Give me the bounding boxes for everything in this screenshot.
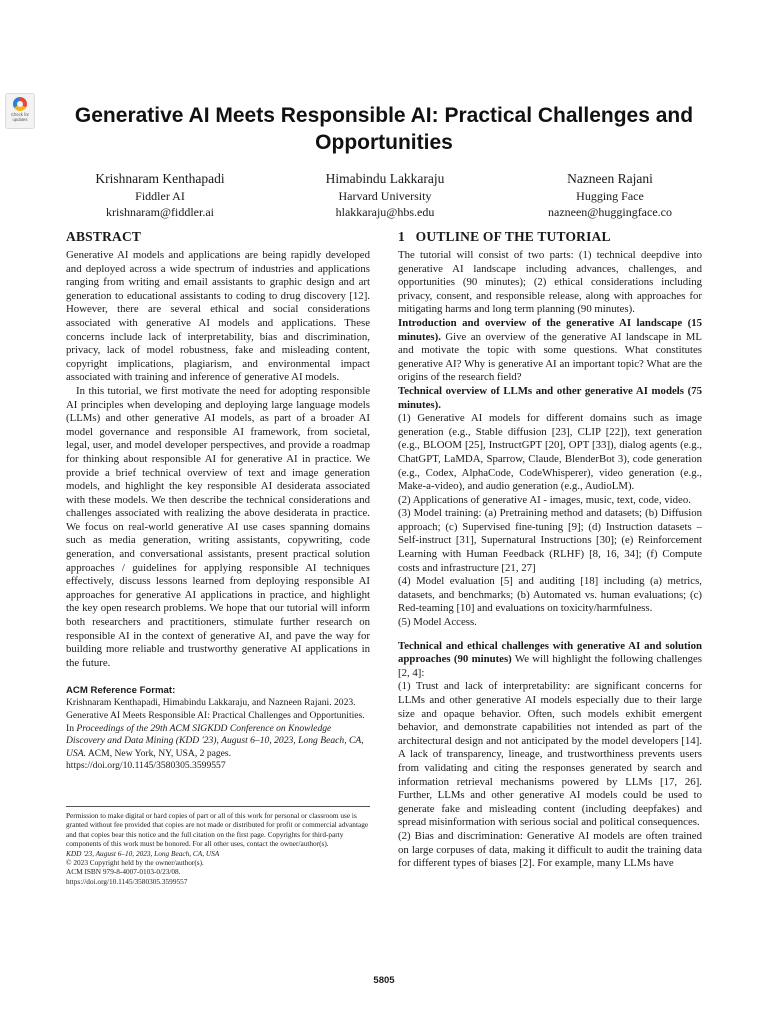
reference-authors: Krishnaram Kenthapadi, Himabindu Lakkaraju, and Nazneen Rajani. 2023. Generative AI Meets Responsible AI: Practical Challenges and Opportunities. In	[66, 697, 365, 734]
outline-subsection-intro: Introduction and overview of the generative AI landscape (15 minutes). Give an overview of the generative AI landscape in ML and motivate the topic with some questions. What constitutes generative AI? Why is generative AI an important topic? What are the origins of the research field?	[398, 316, 702, 384]
outline-intro: The tutorial will consist of two parts: (1) technical deepdive into generative AI landscape including advances, challenges, and opportunities (90 minutes); (2) ethical considerations including privacy, consent, and responsible release, along with approaches for mitigating harms and long term planning (90 minutes).	[398, 249, 702, 316]
paper-title: Generative AI Meets Responsible AI: Practical Challenges and Opportunities	[74, 104, 694, 154]
author-affiliation: Hugging Face	[576, 189, 644, 203]
author-2	[285, 170, 485, 220]
reference-tail: ACM, New York, NY, USA, 2 pages. https://doi.org/10.1145/3580305.3599557	[66, 747, 232, 772]
list-item: (4) Model evaluation [5] and auditing [18] including (a) metrics, datasets, and benchmarks; (b) Automated vs. human evaluations; (c) Red-teaming [10] and evaluations on toxicity/harmfulness.	[398, 575, 702, 615]
author-email: nazneen@huggingface.co	[548, 205, 672, 219]
footnote-isbn: ACM ISBN 979-8-4007-0103-0/23/08.	[66, 867, 181, 877]
outline-subsection-technical	[398, 385, 702, 412]
reference-venue: Proceedings of the 29th ACM SIGKDD Conference on Knowledge Discovery and Data Mining (KDD '23), August 6–10, 2023, Long Beach, CA, USA.	[66, 722, 364, 759]
acm-reference-heading: ACM Reference Format:	[66, 685, 176, 697]
list-item: (1) Generative AI models for different domains such as image generation (e.g., Stable diffusion [23], CLIP [22]), text generation (e.g., BLOOM [25], InstructGPT [20], OPT [33]), dialog agents (e.g., ChatGPT, LaMDA, Sparrow, Claude, BlenderBot 3), code generation (e.g., Codex, AlphaCode, CodeWhisperer), video generation (e.g., Make-a-video), and audio generation (e.g., AudioLM).	[398, 412, 702, 493]
section-1-heading: 1 OUTLINE OF THE TUTORIAL	[398, 229, 611, 244]
right-column	[398, 228, 702, 871]
list-item: (2) Bias and discrimination: Generative AI models are often trained on large corpuses of data, making it difficult to audit the training data for different types of biases [2]. For example, many LLMs have	[398, 829, 702, 870]
permission-notice: Permission to make digital or hard copies of part or all of this work for personal or classroom use is granted without fee provided that copies are not made or distributed for profit or commercial advantage and that copies bear this notice and the full citation on the first page. Copyrights for third-party components of this work must be honored. For all other uses, contact the owner/author(s).	[66, 811, 369, 849]
list-item: (1) Trust and lack of interpretability: are significant concerns for LLMs and other generative AI models especially due to their large size and opaque behavior. Often, such models exhibit emergent behavior, and demonstrate capabilities not intended as part of the architectural design and not anticipated by the model developers [14]. A lack of transparency, lineage, and trustworthiness prevents users from validating and citing the responses generated by search and information retrieval mechanisms powered by LLMs [17, 26]. Further, LLMs and other generative AI models could be used to generate fake and misleading content (including deepfakes) and spread misinformation with serious social and political consequences.	[398, 680, 702, 829]
subsection-heading: Introduction and overview of the generative AI landscape (15 minutes).	[398, 316, 702, 343]
author-email: krishnaram@fiddler.ai	[105, 205, 215, 219]
author-name: Nazneen Rajani	[567, 171, 653, 186]
author-email: hlakkaraju@hbs.edu	[335, 205, 435, 219]
badge-line1: Check for	[11, 112, 29, 117]
outline-subsection-challenges: Technical and ethical challenges with generative AI and solution approaches (90 minutes) We will highlight the following challenges [2, 4]:	[398, 639, 702, 679]
list-item: (5) Model Access.	[398, 616, 477, 629]
author-name: Krishnaram Kenthapadi	[95, 171, 225, 186]
author-block	[60, 170, 710, 220]
author-affiliation: Fiddler AI	[135, 189, 185, 203]
copyright-footnote	[66, 806, 370, 886]
crossmark-icon	[13, 97, 27, 111]
abstract-paragraph-1: Generative AI models and applications are being rapidly developed and deployed across a wide spectrum of industries and applications ranging from writing and email assistants to graphic design and art generation to educational assistants to coding to drug discovery [12]. However, there are several ethical and social considerations associated with generative AI models and applications. These concerns include lack of interpretability, bias and discrimination, privacy, lack of model robustness, fake and misleading content, copyright implications, plagiarism, and environmental impact associated with training and inference of generative AI models.	[66, 249, 370, 384]
author-3	[510, 170, 710, 220]
subsection-heading: Technical and ethical challenges with generative AI and solution approaches (90 minutes)	[398, 639, 702, 666]
left-column	[66, 228, 370, 773]
subsection-heading: Technical overview of LLMs and other generative AI models (75 minutes).	[398, 384, 702, 411]
footnote-doi[interactable]: https://doi.org/10.1145/3580305.3599557	[66, 876, 188, 886]
list-item: (3) Model training: (a) Pretraining method and datasets; (b) Diffusion approach; (c) Supervised fine-tuning [9]; (d) Instruction datasets – Self-instruct [31], Supernatural Instructions [30]; (e) Reinforcement Learning with Human Feedback (RLHF) [8, 16, 34]; (f) Compute costs and infrastructure [21, 27]	[398, 507, 702, 574]
badge-line2: updates	[12, 116, 28, 122]
abstract-paragraph-2: In this tutorial, we first motivate the need for adopting responsible AI principles when developing and deploying large language models (LLMs) and other generative AI models, as part of a broader AI model governance and responsible AI framework, from societal, legal, user, and model developer perspectives, and provide a roadmap for thinking about responsible AI for generative AI in practice. We provide a brief technical overview of text and image generation models, and highlight the key responsible AI desiderata associated with these models. We then describe the technical considerations and challenges associated with realizing the above desiderata in practice. We focus on real-world generative AI use cases spanning domains such as media generation, writing assistants, copywriting, code generation, and conversational assistants, present practical solution approaches / guidelines for applying responsible AI techniques effectively, discuss lessons learned from deploying responsible AI approaches for generative AI applications in practice, and highlight the key open research problems. We hope that our tutorial will inform both researchers and practitioners, stimulate further research on responsible AI in the context of generative AI, and pave the way for building more reliable and trustworthy generative AI applications in the future.	[66, 384, 370, 669]
page-number: 5805	[373, 975, 395, 986]
list-item: (2) Applications of generative AI - images, music, text, code, video.	[398, 493, 691, 506]
footnote-copyright: © 2023 Copyright held by the owner/author(s).	[66, 858, 204, 868]
acm-reference-text	[66, 697, 370, 773]
check-for-updates-badge[interactable]	[5, 93, 35, 129]
abstract-heading: ABSTRACT	[66, 229, 142, 244]
author-name: Himabindu Lakkaraju	[325, 171, 445, 186]
author-1	[60, 170, 260, 220]
footnote-venue: KDD '23, August 6–10, 2023, Long Beach, CA, USA	[66, 848, 220, 858]
author-affiliation: Harvard University	[338, 189, 432, 203]
